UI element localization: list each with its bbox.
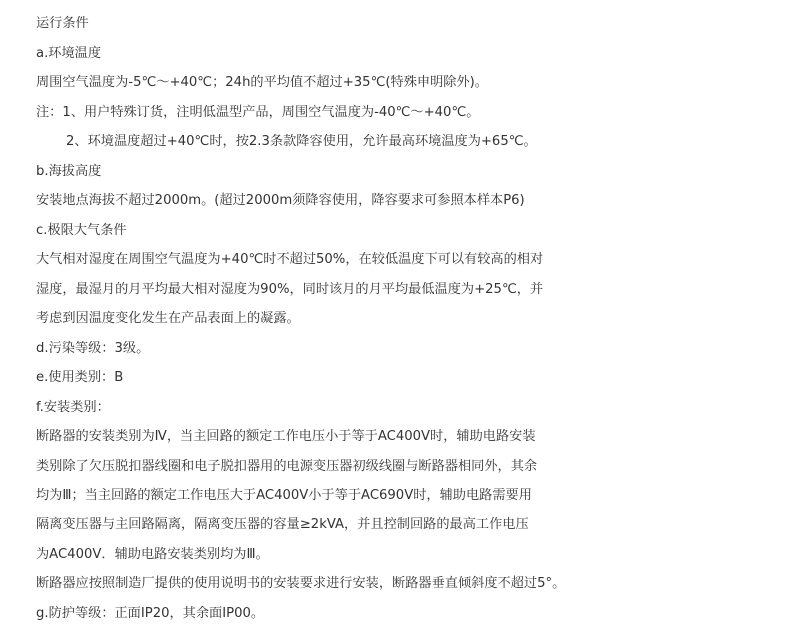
section-a-note-2: 2、环境温度超过+40℃时，按2.3条款降容使用，允许最高环境温度为+65℃。: [66, 134, 537, 149]
section-f-text-1: 断路器的安装类别为Ⅳ，当主回路的额定工作电压小于等于AC400V时，辅助电路安装: [36, 429, 536, 444]
section-f-heading: f.安装类别：: [36, 400, 110, 415]
section-e-heading: e.使用类别：B: [36, 370, 124, 385]
section-b-text: 安装地点海拔不超过2000m。(超过2000m须降容使用，降容要求可参照本样本P6): [36, 193, 525, 208]
section-f-text-6: 断路器应按照制造厂提供的使用说明书的安装要求进行安装，断路器垂直倾斜度不超过5°。: [36, 576, 566, 591]
section-g-heading: g.防护等级：正面IP20，其余面IP00。: [36, 606, 265, 621]
section-f-text-5: 为AC400V．辅助电路安装类别均为Ⅲ。: [36, 547, 269, 562]
section-f-text-2: 类别除了欠压脱扣器线圈和电子脱扣器用的电源变压器初级线圈与断路器相同外，其余: [36, 459, 538, 474]
section-c-text-2: 湿度，最湿月的月平均最大相对湿度为90%，同时该月的月平均最低温度为+25℃，并: [36, 282, 544, 297]
section-a-note-1: 注：1、用户特殊订货，注明低温型产品，周围空气温度为-40℃～+40℃。: [36, 105, 480, 120]
section-c-text-1: 大气相对湿度在周围空气温度为+40℃时不超过50%，在较低温度下可以有较高的相对: [36, 252, 544, 267]
document-title: 运行条件: [36, 16, 89, 31]
section-f-text-3: 均为Ⅲ；当主回路的额定工作电压大于AC400V小于等于AC690V时，辅助电路需要用: [36, 488, 532, 503]
section-b-heading: b.海拔高度: [36, 164, 102, 179]
section-a-text: 周围空气温度为-5℃～+40℃；24h的平均值不超过+35℃(特殊申明除外)。: [36, 75, 488, 90]
section-c-heading: c.极限大气条件: [36, 223, 127, 238]
section-d-heading: d.污染等级：3级。: [36, 341, 150, 356]
section-a-heading: a.环境温度: [36, 46, 102, 61]
section-f-text-4: 隔离变压器与主回路隔离，隔离变压器的容量≥2kVA，并且控制回路的最高工作电压: [36, 517, 529, 532]
section-c-text-3: 考虑到因温度变化发生在产品表面上的凝露。: [36, 311, 300, 326]
